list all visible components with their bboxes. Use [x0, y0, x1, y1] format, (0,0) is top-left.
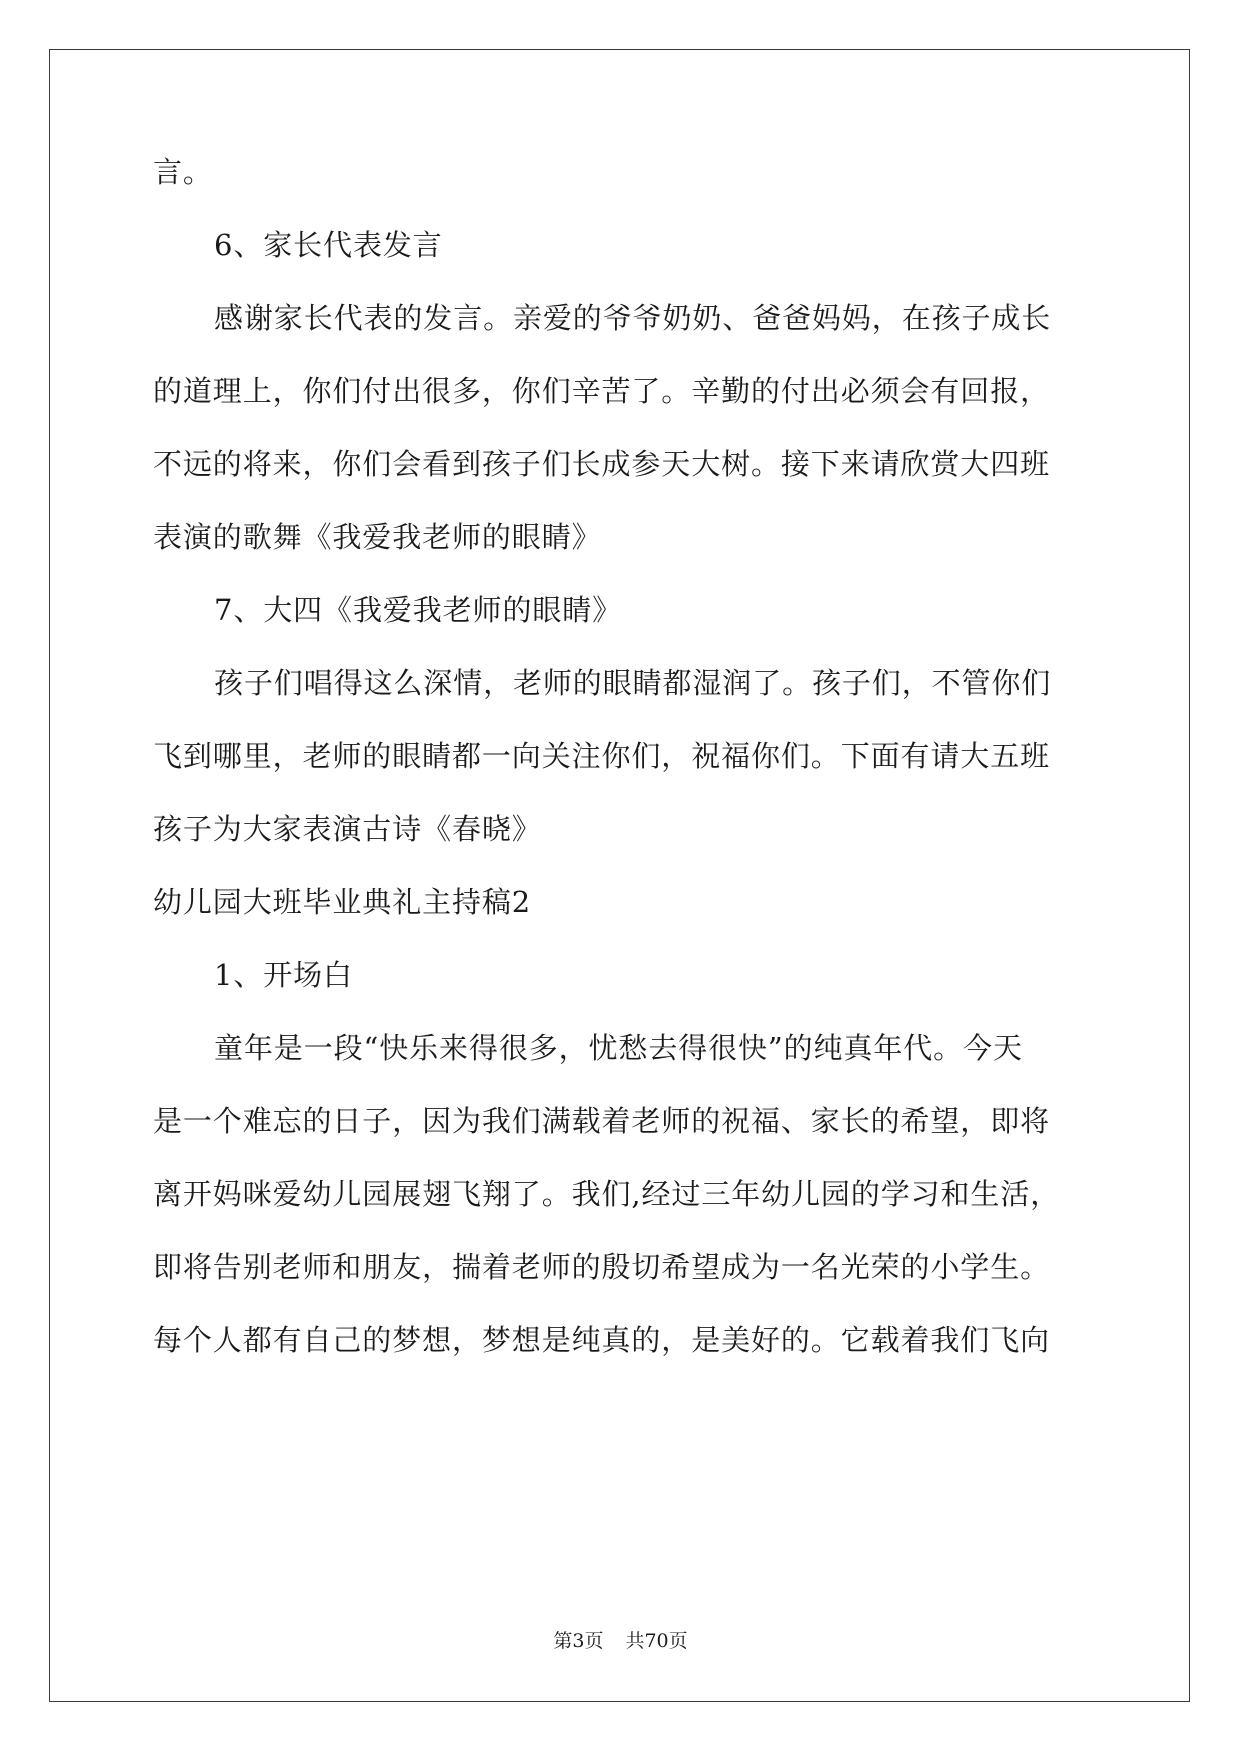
page-total: 共70页 [625, 1630, 688, 1652]
text-line: 是一个难忘的日子，因为我们满载着老师的祝福、家长的希望，即将 [153, 1104, 1051, 1138]
text-line: 离开妈咪爱幼儿园展翅飞翔了。我们,经过三年幼儿园的学习和生活， [153, 1177, 1061, 1211]
page-number: 第3页 [553, 1630, 604, 1652]
text-line: 孩子们唱得这么深情，老师的眼睛都湿润了。孩子们，不管你们 [214, 666, 1052, 700]
text-line: 言。 [153, 155, 213, 189]
section-heading: 6、家长代表发言 [214, 228, 443, 262]
text-line: 表演的歌舞《我爱我老师的眼睛》 [153, 520, 602, 554]
text-line: 孩子为大家表演古诗《春晓》 [153, 812, 542, 846]
section-heading: 1、开场白 [214, 958, 353, 992]
text-line: 飞到哪里，老师的眼睛都一向关注你们，祝福你们。下面有请大五班 [153, 739, 1051, 773]
page-footer [0, 1629, 1241, 1653]
text-line: 童年是一段“快乐来得很多，忧愁去得很快”的纯真年代。今天 [214, 1031, 1023, 1065]
section-heading: 7、大四《我爱我老师的眼睛》 [214, 593, 623, 627]
text-line: 即将告别老师和朋友，揣着老师的殷切希望成为一名光荣的小学生。 [153, 1250, 1051, 1284]
text-line: 的道理上，你们付出很多，你们辛苦了。辛勤的付出必须会有回报， [153, 374, 1051, 408]
text-line: 每个人都有自己的梦想，梦想是纯真的，是美好的。它载着我们飞向 [153, 1323, 1051, 1357]
page-border [49, 49, 1190, 1702]
document-title: 幼儿园大班毕业典礼主持稿2 [153, 885, 532, 919]
text-line: 不远的将来，你们会看到孩子们长成参天大树。接下来请欣赏大四班 [153, 447, 1051, 481]
text-line: 感谢家长代表的发言。亲爱的爷爷奶奶、爸爸妈妈，在孩子成长 [214, 301, 1052, 335]
